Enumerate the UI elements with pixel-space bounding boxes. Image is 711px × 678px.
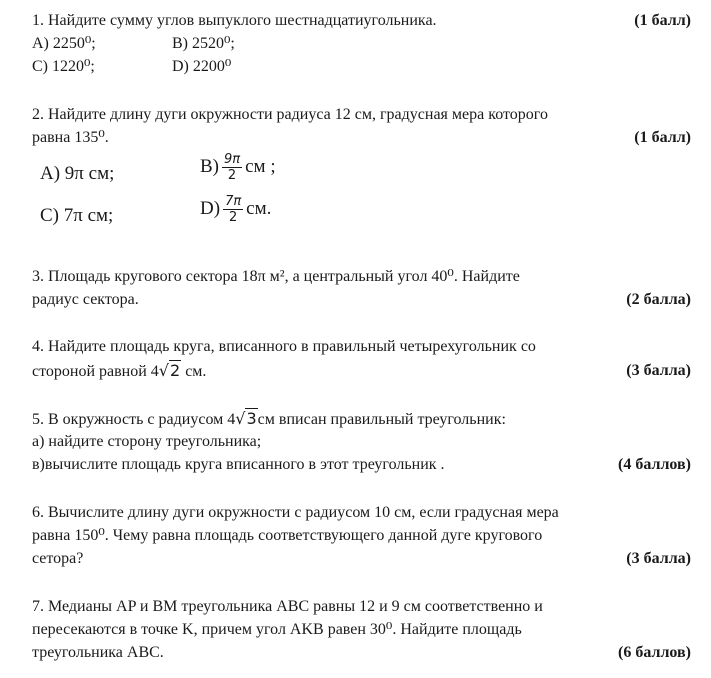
- q2-option-c: C) 7π см;: [40, 205, 114, 226]
- q1-option-a: A) 2250⁰;: [32, 35, 96, 52]
- q7-text-line1: 7. Медианы AP и BM треугольника ABC равны 12 и 9 см соответственно и: [32, 598, 543, 615]
- q5-text-line1: [32, 408, 691, 430]
- q2-option-a: A) 9π см;: [40, 163, 115, 184]
- q7-points: (6 баллов): [618, 644, 691, 661]
- q5-text-line1-pre: 5. В окружность с радиусом 4: [32, 411, 236, 428]
- q5-text-line3: [32, 454, 691, 475]
- q3-text-line2: [32, 289, 691, 310]
- q2-points: (1 балл): [634, 129, 691, 146]
- q4-text-line2-pre: стороной равной 4: [32, 363, 159, 380]
- q5-text-line3-text: в)вычислите площадь круга вписанного в этот треугольник .: [32, 456, 445, 473]
- q2-option-b-fraction: [222, 152, 242, 183]
- q1-option-b: B) 2520⁰;: [172, 35, 235, 52]
- q2-text-line2: [32, 127, 691, 148]
- q5-text-line2: а) найдите сторону треугольника;: [32, 433, 262, 450]
- q5-text-line1-post: см вписан правильный треугольник:: [257, 411, 506, 428]
- q2-option-b-label: B): [200, 155, 219, 177]
- q6-text-line3: [32, 548, 691, 569]
- q4-text-line2-post: см.: [181, 363, 207, 380]
- q2-text-line1: 2. Найдите длину дуги окружности радиуса 12 см, градусная мера которого: [32, 106, 548, 123]
- q4-radical-sign: √: [158, 361, 169, 380]
- q1-points: (1 балл): [634, 12, 691, 29]
- q1-option-c: C) 1220⁰;: [32, 58, 95, 75]
- q2-option-b-numerator: 9π: [224, 152, 241, 167]
- q4-text-line2: [32, 360, 691, 382]
- q3-text-line2-text: радиус сектора.: [32, 291, 139, 308]
- q2-option-b-unit: см ;: [245, 155, 276, 177]
- q3-points: (2 балла): [626, 291, 691, 308]
- q6-text-line3-text: сетора?: [32, 550, 84, 567]
- q2-option-d-label: D): [200, 197, 221, 219]
- q6-text-line1: 6. Вычислите длину дуги окружности с радиусом 10 см, если градусная мера: [32, 504, 559, 521]
- q4-points: (3 балла): [626, 362, 691, 379]
- q6-points: (3 балла): [626, 550, 691, 567]
- q2-option-d: [200, 194, 271, 225]
- q1-text: 1. Найдите сумму углов выпуклого шестнадцатиугольника.: [32, 12, 437, 29]
- q2-text-line2-text: равна 135⁰.: [32, 129, 109, 146]
- q2-option-d-unit: см.: [246, 197, 272, 219]
- q2-option-d-fraction: [223, 194, 243, 225]
- q5-radicand: 3: [246, 409, 257, 428]
- q2-option-d-denominator: 2: [228, 210, 238, 225]
- q4-sqrt: [159, 360, 181, 382]
- q7-text-line3-text: треугольника ABC.: [32, 644, 164, 661]
- q2-option-d-numerator: 7π: [225, 194, 242, 209]
- q3-text-line1: 3. Площадь кругового сектора 18π м², а центральный угол 40⁰. Найдите: [32, 268, 520, 285]
- q2-option-b-denominator: 2: [227, 168, 237, 183]
- q2-option-b: [200, 152, 276, 183]
- q4-text-line1: 4. Найдите площадь круга, вписанного в правильный четырехугольник со: [32, 338, 536, 355]
- q1-text-line: [32, 10, 691, 31]
- q7-text-line2: пересекаются в точке K, причем угол AKB равен 30⁰. Найдите площадь: [32, 621, 522, 638]
- q6-text-line2: равна 150⁰. Чему равна площадь соответствующего данной дуге кругового: [32, 527, 543, 544]
- q5-points: (4 баллов): [618, 456, 691, 473]
- q5-sqrt: [235, 408, 257, 430]
- q1-option-d: D) 2200⁰: [172, 58, 232, 75]
- q4-radicand: 2: [170, 361, 181, 380]
- q5-radical-sign: √: [235, 409, 246, 428]
- q7-text-line3: [32, 642, 691, 663]
